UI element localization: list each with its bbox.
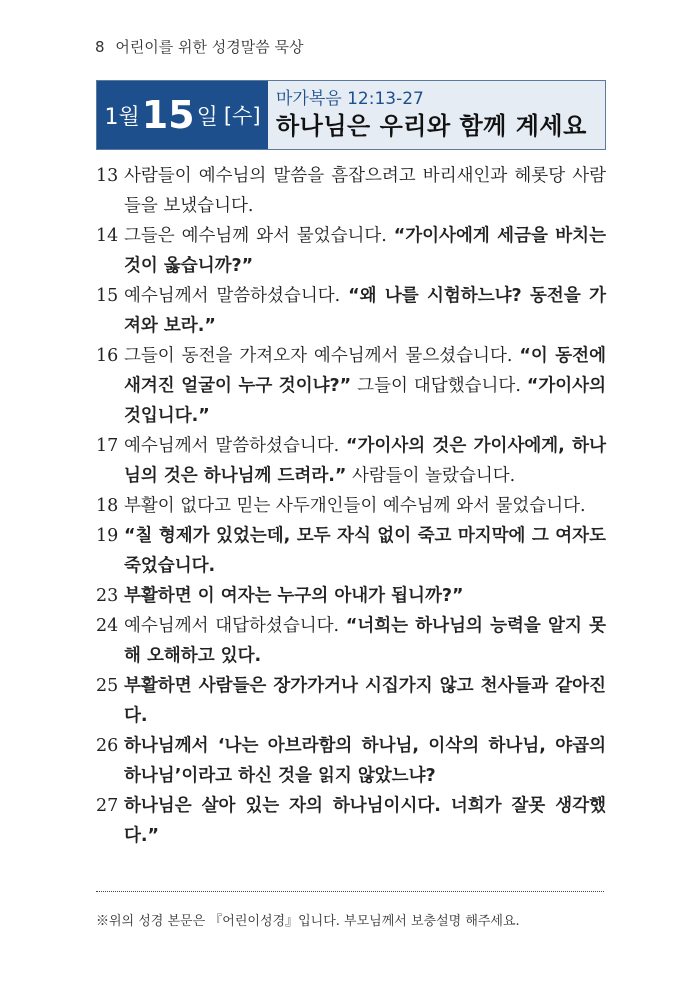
verse-quote: “이 동전에 새겨진 얼굴이 누구 것이냐?” (124, 346, 606, 396)
date-month: 1월 (104, 104, 140, 130)
verse-narration: 그들은 예수님께 와서 물었습니다. (124, 226, 394, 246)
verse-text (124, 161, 606, 221)
date-weekday: [수] (223, 104, 261, 128)
verse-quote: “왜 나를 시험하느냐? 동전을 가져와 보라.” (124, 286, 606, 336)
page-number: 8 (95, 38, 105, 56)
verse-number: 24 (96, 616, 119, 636)
verse-text (124, 581, 606, 611)
verse-narration: 사람들이 놀랐습니다. (346, 466, 516, 486)
verse-number: 14 (96, 226, 119, 246)
date-day-suffix: 일 (196, 104, 218, 130)
verse-text (124, 521, 606, 581)
verse (96, 221, 606, 281)
verse-quote: 하나님은 살아 있는 자의 하나님이시다. 너희가 잘못 생각했다.” (124, 796, 606, 846)
verse-text (124, 731, 606, 791)
verse (96, 341, 606, 431)
verse-quote: “칠 형제가 있었는데, 모두 자식 없이 죽고 마지막에 그 여자도 죽었습니다. (124, 526, 606, 576)
running-header (95, 36, 304, 57)
book-title: 어린이를 위한 성경말씀 묵상 (115, 38, 304, 56)
verse-number: 13 (96, 166, 119, 186)
verse-narration: 부활이 없다고 믿는 사두개인들이 예수님께 와서 물었습니다. (124, 496, 586, 516)
verse (96, 581, 606, 611)
verse-text (124, 221, 606, 281)
verse (96, 161, 606, 221)
verse-quote: 부활하면 이 여자는 누구의 아내가 됩니까?” (124, 586, 464, 606)
verse (96, 671, 606, 731)
verse-number: 26 (96, 736, 119, 756)
title-box (96, 80, 606, 150)
verse-number: 17 (96, 436, 119, 456)
footnote: ※위의 성경 본문은 『어린이성경』입니다. 부모님께서 보충설명 해주세요. (96, 914, 520, 929)
verse (96, 281, 606, 341)
verse-quote: “가이사의 것입니다.” (124, 376, 606, 426)
verse-quote: “너희는 하나님의 능력을 알지 못해 오해하고 있다. (124, 616, 606, 666)
verse-number: 23 (96, 586, 119, 606)
passage-reference: 마가복음 12:13-27 (276, 89, 424, 109)
verse-number: 18 (96, 496, 119, 516)
passage-title: 하나님은 우리와 함께 계세요 (276, 112, 587, 140)
verse-text (124, 431, 606, 491)
date-day: 15 (141, 93, 195, 137)
verse (96, 491, 606, 521)
verse-number: 16 (96, 346, 119, 366)
verse-quote: “가이사에게 세금을 바치는 것이 옳습니까?” (124, 226, 606, 276)
verse-quote: 부활하면 사람들은 장가가거나 시집가지 않고 천사들과 같아진다. (124, 676, 606, 726)
verse (96, 521, 606, 581)
verse-text (124, 611, 606, 671)
verse (96, 791, 606, 851)
verse-quote: “가이사의 것은 가이사에게, 하나님의 것은 하나님께 드려라.” (124, 436, 606, 486)
verse-narration: 사람들이 예수님의 말씀을 흠잡으려고 바리새인과 헤롯당 사람들을 보냈습니다. (124, 166, 606, 216)
verse-text (124, 341, 606, 431)
verse-narration: 예수님께서 말씀하셨습니다. (124, 436, 347, 456)
verse-text (124, 491, 606, 521)
verse (96, 431, 606, 491)
date-block (97, 81, 268, 149)
passage-block (268, 81, 605, 149)
verse-number: 19 (96, 526, 119, 546)
verse-narration: 예수님께서 말씀하셨습니다. (124, 286, 349, 306)
verse (96, 611, 606, 671)
verse-number: 25 (96, 676, 119, 696)
verse-text (124, 791, 606, 851)
verse-narration: 예수님께서 대답하셨습니다. (124, 616, 346, 636)
verse-narration: 그들이 대답했습니다. (351, 376, 527, 396)
verse-narration: 그들이 동전을 가져오자 예수님께서 물으셨습니다. (124, 346, 520, 366)
verse-number: 15 (96, 286, 119, 306)
verse-number: 27 (96, 796, 119, 816)
verse-text (124, 281, 606, 341)
verse-quote: 하나님께서 ‘나는 아브라함의 하나님, 이삭의 하나님, 야곱의 하나님’이라고 하신 것을 읽지 않았느냐? (124, 736, 606, 786)
verse-text (124, 671, 606, 731)
verse-list (96, 161, 606, 851)
divider (96, 891, 604, 892)
verse (96, 731, 606, 791)
